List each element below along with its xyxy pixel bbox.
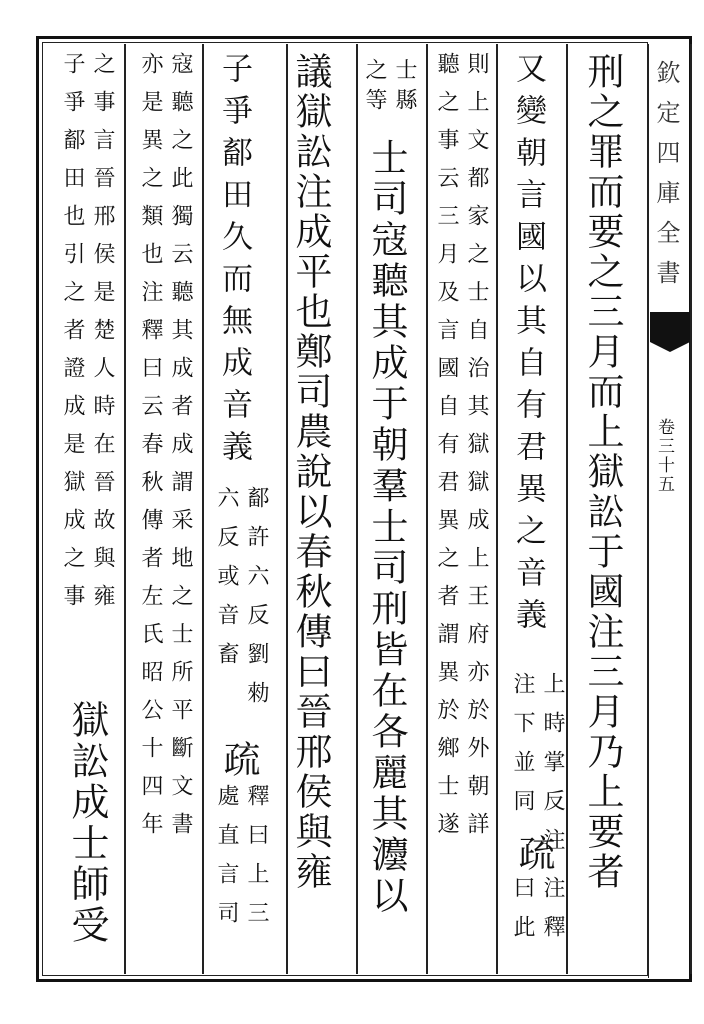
text-column-2: 又變朝言國以其自有君異之音義: [510, 52, 546, 640]
shu-marker: 疏: [217, 740, 260, 780]
annotation-right: 上時掌反注: [540, 672, 565, 867]
annotation-left: 處直言司: [214, 784, 239, 940]
text-column-8: 獄訟成士師受: [65, 700, 109, 946]
annotation-left: 注下並同: [510, 672, 535, 828]
text-column-4: 士司寇聽其成于朝羣士司刑皆在各麗其灋以: [365, 138, 408, 917]
annotation-left: 聽之事云三月及言國自有君異之者謂異於鄉士遂: [434, 52, 459, 850]
annotation-left: 子爭鄐田也引之者證成是獄成之事: [60, 52, 85, 622]
annotation-column-8: [60, 52, 114, 692]
annotation-pair: [214, 784, 268, 964]
annotation-pair: [510, 672, 565, 867]
annotation-left: 曰此: [510, 876, 535, 954]
annotation-right: 注釋: [540, 876, 565, 954]
annotation-column-7: [138, 52, 192, 972]
annotation-left: 亦是異之類也注釋曰云春秋傳者左氏昭公十四年: [138, 52, 163, 850]
text-column-5-line: 議獄訟注成平也鄭司農說以春秋傳曰晉邢侯與雍: [289, 52, 332, 892]
annotation-left: 之等: [362, 58, 387, 118]
shu-marker: 疏: [512, 834, 555, 874]
column-rule: [202, 44, 204, 974]
text-column-1: 刑之罪而要之三月而上獄訟于國注三月乃上要者: [581, 52, 624, 892]
text-column-6: 子爭鄐田久而無成音義: [216, 52, 252, 472]
annotation-right: 則上文都家之士自治其獄獄成上王府亦於外朝詳: [464, 52, 489, 850]
column-rule: [286, 44, 288, 974]
annotation-right: 鄐許六反劉勑: [244, 486, 269, 720]
column-rule: [356, 44, 358, 974]
annotation-pair: [362, 58, 416, 128]
volume-label: 卷三十五: [654, 418, 674, 494]
annotation-right: 之事言晉邢侯是楚人時在晉故與雍: [90, 52, 115, 622]
annotation-right: 寇聽之此獨云聽其成者成謂采地之士所平斷文書: [168, 52, 193, 850]
annotation-column-3: [434, 52, 488, 972]
column-rule: [566, 44, 568, 974]
annotation-right: 士縣: [392, 58, 417, 118]
column-rule: [124, 44, 126, 974]
book-title: 欽定四庫全書: [652, 60, 680, 300]
text-column-5: [289, 52, 332, 892]
annotation-left: 六反或音畜: [214, 486, 239, 681]
column-rule: [496, 44, 498, 974]
annotation-pair: [510, 876, 564, 966]
fishtail-mark: [650, 312, 690, 342]
annotation-pair: [214, 486, 269, 720]
margin-edge: [690, 44, 692, 974]
column-rule: [426, 44, 428, 974]
annotation-right: 釋曰上三: [244, 784, 269, 940]
